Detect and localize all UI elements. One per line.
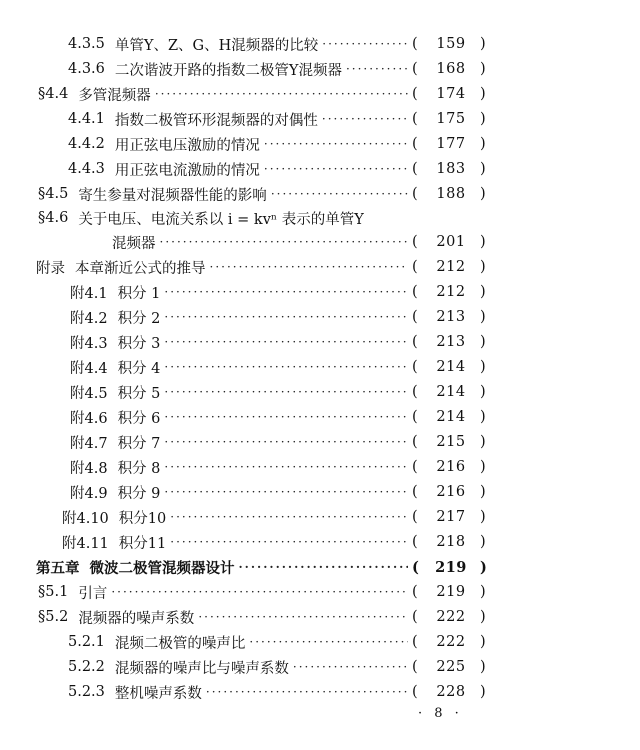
toc-entry-title: 混频器 [112, 235, 156, 252]
toc-entry [0, 132, 640, 156]
page-bracket-close: ) [480, 309, 486, 325]
toc-entry-title: 积分 1 [117, 285, 161, 302]
toc-entry [0, 182, 640, 206]
dot-leader [164, 410, 408, 424]
toc-entry-number: 第五章 [36, 559, 80, 577]
toc-entry-title: 积分 8 [117, 460, 161, 477]
page-bracket-open: ( [412, 359, 418, 375]
toc-entry-page: 214 [436, 409, 466, 425]
page-bracket-close: ) [480, 459, 486, 475]
dot-leader [346, 62, 408, 76]
toc-entry [0, 255, 640, 279]
toc-entry-page: 213 [436, 334, 466, 350]
dot-leader [164, 385, 408, 399]
toc-entry-number: 附4.3 [70, 335, 108, 352]
toc-entry-number: §4.6 [38, 210, 69, 226]
dot-leader [170, 510, 408, 524]
dot-leader [164, 360, 408, 374]
toc-entry-title: 本章渐近公式的推导 [75, 260, 206, 277]
toc-entry-number: 附4.4 [70, 360, 108, 377]
page-bracket-close: ) [480, 634, 486, 650]
page-bracket-close: ) [480, 284, 486, 300]
toc-entry-page: 216 [436, 459, 466, 475]
toc-entry-number: 附录 [36, 260, 65, 277]
page-bracket-close: ) [480, 558, 487, 576]
page-bracket-close: ) [480, 609, 486, 625]
dot-leader [264, 162, 408, 176]
dot-leader [322, 112, 408, 126]
page-bracket-open: ( [412, 634, 418, 650]
page-bracket-open: ( [412, 86, 418, 102]
toc-entry-title: 混频器的噪声比与噪声系数 [114, 660, 289, 677]
toc-entry-number: 5.2.3 [68, 684, 105, 700]
toc-entry-number: 5.2.1 [68, 634, 105, 650]
page-bracket-open: ( [412, 659, 418, 675]
toc-entry-page: 201 [436, 234, 466, 250]
toc-entry [0, 305, 640, 329]
dot-leader [164, 285, 408, 299]
toc-entry-number: 附4.9 [70, 485, 108, 502]
toc-entry-title: 指数二极管环形混频器的对偶性 [114, 112, 318, 129]
dot-leader [111, 585, 408, 599]
toc-entry-title: 积分 9 [117, 485, 161, 502]
page-bracket-open: ( [412, 384, 418, 400]
page-bracket-close: ) [480, 111, 486, 127]
toc-entry-page: 174 [436, 86, 466, 102]
dot-leader [322, 37, 408, 51]
toc-entry-title: 混频器的噪声系数 [78, 610, 195, 627]
page-bracket-open: ( [412, 558, 419, 576]
toc-entry-title: 积分 6 [117, 410, 161, 427]
toc-entry [0, 206, 640, 230]
dot-leader [164, 485, 408, 499]
toc-entry-title: 混频二极管的噪声比 [114, 635, 246, 652]
page-bracket-close: ) [480, 534, 486, 550]
page-bracket-open: ( [412, 111, 418, 127]
toc-entry-number: 附4.1 [70, 285, 108, 302]
dot-leader [271, 187, 408, 201]
toc-entry-number: §4.5 [38, 186, 69, 202]
page-bracket-close: ) [480, 36, 486, 52]
toc-entry-page: 168 [436, 61, 466, 77]
page-bracket-close: ) [480, 259, 486, 275]
toc-entry-page: 213 [436, 309, 466, 325]
toc-entry [0, 230, 640, 254]
page-bracket-close: ) [480, 186, 486, 202]
page-bracket-close: ) [480, 509, 486, 525]
page-bracket-open: ( [412, 459, 418, 475]
dot-leader [249, 635, 408, 649]
toc-entry [0, 655, 640, 679]
dot-leader [264, 137, 408, 151]
page-bracket-close: ) [480, 334, 486, 350]
page-bracket-open: ( [412, 609, 418, 625]
page-bracket-close: ) [480, 434, 486, 450]
toc-entry-title: 微波二极管混频器设计 [89, 559, 235, 577]
toc-entry-number: 4.4.2 [68, 136, 105, 152]
page-bracket-close: ) [480, 161, 486, 177]
toc-entry [0, 530, 640, 554]
toc-entry-page: 215 [436, 434, 466, 450]
dot-leader [293, 660, 408, 674]
toc-entry-title: 整机噪声系数 [114, 685, 202, 702]
toc-entry-page: 212 [436, 284, 466, 300]
toc-entry-number: 4.4.1 [68, 111, 105, 127]
toc-entry-page: 219 [435, 558, 467, 576]
toc-entry-page: 183 [436, 161, 466, 177]
toc-entry-title: 积分 4 [117, 360, 161, 377]
toc-entry-number: 4.3.6 [68, 61, 105, 77]
page-bracket-open: ( [412, 534, 418, 550]
toc-entry-number: 附4.7 [70, 435, 108, 452]
toc-entry [0, 380, 640, 404]
toc-entry-page: 188 [436, 186, 466, 202]
toc-entry-page: 228 [436, 684, 466, 700]
page-bracket-close: ) [480, 136, 486, 152]
toc-entry-title: 积分 2 [117, 310, 161, 327]
toc-entry-number: §4.4 [38, 86, 69, 102]
toc-entry-title: 二次谐波开路的指数二极管Y混频器 [114, 62, 342, 79]
dot-leader [206, 685, 408, 699]
toc-entry [0, 455, 640, 479]
dot-leader [164, 310, 408, 324]
toc-entry-page: 218 [436, 534, 466, 550]
page-bracket-open: ( [412, 434, 418, 450]
toc-entry [0, 580, 640, 604]
page-bracket-open: ( [412, 136, 418, 152]
toc-entry [0, 605, 640, 629]
toc-entry-number: 附4.2 [70, 310, 108, 327]
page-bracket-close: ) [480, 484, 486, 500]
toc-entry [0, 405, 640, 429]
toc-entry [0, 157, 640, 181]
page-bracket-open: ( [412, 584, 418, 600]
toc-entry [0, 107, 640, 131]
toc-entry-title: 寄生参量对混频器性能的影响 [78, 187, 267, 204]
toc-entry-page: 212 [436, 259, 466, 275]
toc-entry [0, 82, 640, 106]
toc-entry [0, 330, 640, 354]
page-bracket-close: ) [480, 584, 486, 600]
toc-entry-title: 用正弦电压激励的情况 [114, 137, 260, 154]
toc-entry-title: 用正弦电流激励的情况 [114, 162, 260, 179]
toc-entry [0, 680, 640, 704]
toc-entry-number: 附4.8 [70, 460, 108, 477]
toc-entry-title: 引言 [78, 585, 108, 602]
page-bracket-open: ( [412, 684, 418, 700]
toc-entry-number: 附4.10 [62, 510, 109, 527]
toc-entry-page: 159 [436, 36, 466, 52]
toc-entry [0, 355, 640, 379]
toc-entry-number: §5.1 [38, 584, 69, 600]
dot-leader [239, 560, 409, 574]
page-bracket-open: ( [412, 186, 418, 202]
toc-entry-number: 附4.6 [70, 410, 108, 427]
toc-entry-title: 单管Y、Z、G、H混频器的比较 [114, 37, 319, 54]
toc-entry [0, 32, 640, 56]
toc-entry-number: §5.2 [38, 609, 69, 625]
toc-entry-page: 175 [436, 111, 466, 127]
toc-entry-page: 222 [436, 634, 466, 650]
page-bracket-open: ( [412, 484, 418, 500]
page-bracket-close: ) [480, 409, 486, 425]
page-bracket-open: ( [412, 309, 418, 325]
page-bracket-open: ( [412, 161, 418, 177]
toc-entry [0, 505, 640, 529]
toc-entry-title: 积分 7 [117, 435, 161, 452]
toc-entry-title: 积分10 [118, 510, 167, 527]
dot-leader [210, 260, 409, 274]
page-bracket-open: ( [412, 234, 418, 250]
toc-entry-title: 积分11 [118, 535, 167, 552]
page-bracket-close: ) [480, 234, 486, 250]
page-bracket-close: ) [480, 384, 486, 400]
toc-entry-title: 关于电压、电流关系以 i = kvⁿ 表示的单管Y [78, 211, 364, 228]
toc-entry-number: 4.3.5 [68, 36, 105, 52]
toc-entry [0, 480, 640, 504]
page-bracket-close: ) [480, 659, 486, 675]
toc-entry-page: 225 [436, 659, 466, 675]
page-number: · 8 · [418, 706, 463, 721]
toc-entry-title: 积分 3 [117, 335, 161, 352]
dot-leader [164, 435, 408, 449]
toc-entry [0, 430, 640, 454]
toc-entry-page: 216 [436, 484, 466, 500]
toc-entry-page: 214 [436, 384, 466, 400]
page-bracket-open: ( [412, 509, 418, 525]
toc-entry-number: 4.4.3 [68, 161, 105, 177]
toc-entry-page: 217 [436, 509, 466, 525]
dot-leader [198, 610, 408, 624]
page-bracket-open: ( [412, 259, 418, 275]
toc-entry-page: 214 [436, 359, 466, 375]
toc-entry-page: 177 [436, 136, 466, 152]
toc-entry [0, 555, 640, 579]
toc-entry-title: 积分 5 [117, 385, 161, 402]
dot-leader [164, 460, 408, 474]
page-bracket-open: ( [412, 61, 418, 77]
toc-entry-number: 5.2.2 [68, 659, 105, 675]
page-bracket-open: ( [412, 36, 418, 52]
toc-entry-page: 219 [436, 584, 466, 600]
toc-entry [0, 630, 640, 654]
toc-entry-number: 附4.5 [70, 385, 108, 402]
toc-entry [0, 57, 640, 81]
page-bracket-open: ( [412, 409, 418, 425]
toc-entry-title: 多管混频器 [78, 87, 151, 104]
page-bracket-close: ) [480, 359, 486, 375]
dot-leader [164, 335, 408, 349]
dot-leader [170, 535, 408, 549]
dot-leader [155, 87, 408, 101]
dot-leader [160, 235, 409, 249]
page-bracket-close: ) [480, 684, 486, 700]
toc-entry [0, 280, 640, 304]
toc-entry-page: 222 [436, 609, 466, 625]
page-bracket-open: ( [412, 334, 418, 350]
page-bracket-close: ) [480, 61, 486, 77]
page-bracket-close: ) [480, 86, 486, 102]
toc-entry-number: 附4.11 [62, 535, 109, 552]
page-bracket-open: ( [412, 284, 418, 300]
